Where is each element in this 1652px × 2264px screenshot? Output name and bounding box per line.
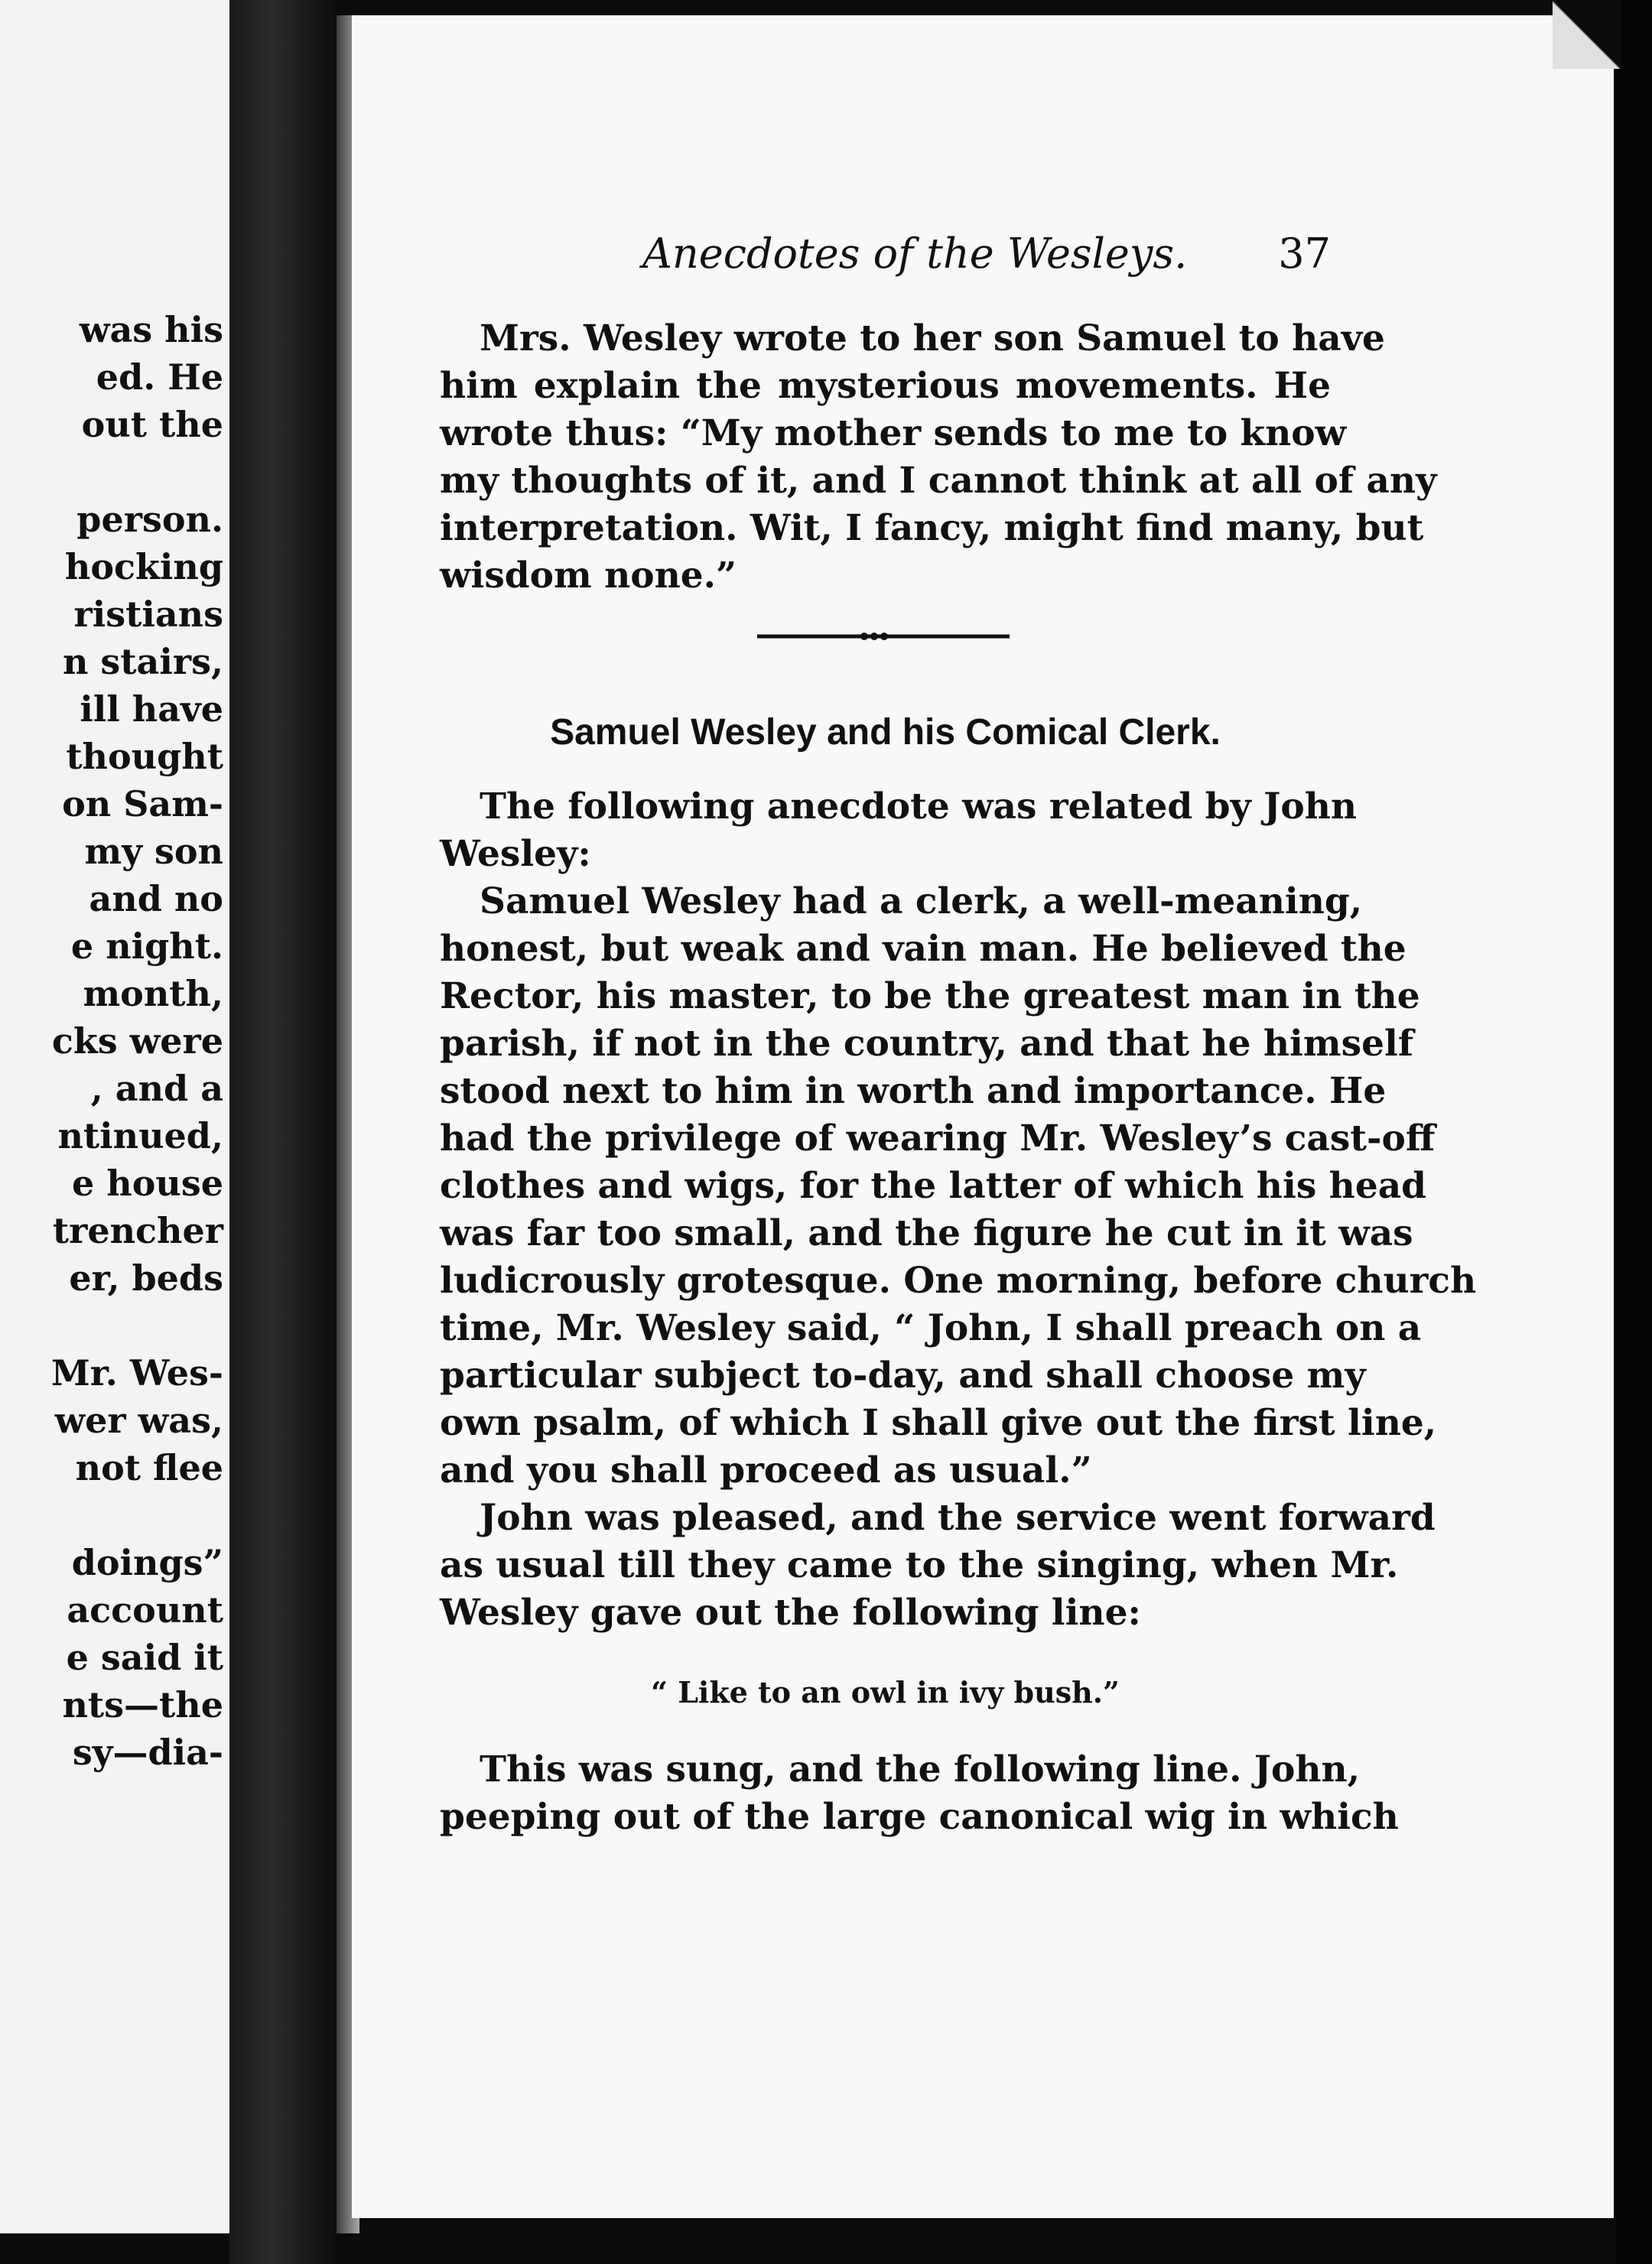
previous-page-line: out the <box>81 404 223 445</box>
text-line: was far too small, and the figure he cut in it was <box>440 1212 1413 1254</box>
text-line: as usual till they came to the singing, when Mr. <box>440 1544 1399 1586</box>
text-line: Rector, his master, to be the greatest man in the <box>440 975 1420 1017</box>
previous-page <box>0 0 229 2233</box>
previous-page-line: n stairs, <box>62 641 223 682</box>
previous-page-line: ed. He <box>96 356 223 398</box>
previous-page-line: nts—the <box>62 1684 223 1726</box>
previous-page-line: thought <box>66 736 223 777</box>
previous-page-line: was his <box>79 309 223 350</box>
running-title: Anecdotes of the Wesleys. <box>642 229 1188 278</box>
previous-page-line: doings” <box>71 1542 223 1583</box>
text-line: John was pleased, and the service went forward <box>480 1497 1436 1539</box>
previous-page-line: hocking <box>64 546 223 587</box>
previous-page-line: er, beds <box>69 1257 223 1299</box>
paragraph-1 <box>440 315 1437 600</box>
previous-page-line: e house <box>71 1163 223 1204</box>
section-heading: Samuel Wesley and his Comical Clerk. <box>550 712 1221 753</box>
previous-page-line: e night. <box>70 925 223 967</box>
previous-page-line <box>51 448 223 496</box>
text-line: Samuel Wesley had a clerk, a well-meaning, <box>480 880 1363 922</box>
previous-page-line: trencher <box>52 1210 223 1251</box>
previous-page-line: on Sam- <box>62 783 223 825</box>
text-line: The following anecdote was related by John <box>480 786 1358 828</box>
previous-page-line <box>51 1302 223 1349</box>
text-line: wisdom none.” <box>440 555 737 597</box>
text-line: my thoughts of it, and I cannot think at all of any <box>440 460 1437 502</box>
closing-text <box>440 1746 1399 1841</box>
text-line: Mrs. Wesley wrote to her son Samuel to have <box>480 317 1385 359</box>
previous-page-line: cks were <box>51 1020 223 1062</box>
section-divider-ornament <box>757 627 1010 646</box>
previous-page-line: sy—dia- <box>72 1732 223 1773</box>
previous-page-line: ntinued, <box>57 1115 223 1156</box>
text-line: This was sung, and the following line. John, <box>480 1748 1361 1791</box>
previous-page-line: ristians <box>73 594 223 635</box>
previous-page-line: month, <box>83 973 223 1014</box>
previous-page-line: , and a <box>90 1068 223 1109</box>
text-line: Wesley gave out the following line: <box>440 1592 1141 1634</box>
body-text <box>440 783 1477 1637</box>
text-line: him explain the mysterious movements. He <box>440 365 1331 407</box>
text-line: wrote thus: “My mother sends to me to know <box>440 412 1347 454</box>
previous-page-line: wer was, <box>54 1400 223 1441</box>
previous-page-line: e said it <box>66 1637 223 1678</box>
previous-page-line: not flee <box>75 1447 223 1488</box>
text-line: and you shall proceed as usual.” <box>440 1449 1092 1491</box>
book-gutter <box>229 0 337 2264</box>
previous-page-line: ill have <box>80 688 223 730</box>
text-line: clothes and wigs, for the latter of which his head <box>440 1165 1427 1207</box>
text-line: had the privilege of wearing Mr. Wesley’s cast-off <box>440 1117 1436 1160</box>
text-line: parish, if not in the country, and that he himself <box>440 1023 1414 1065</box>
page-corner <box>1553 0 1621 69</box>
text-line: particular subject to-day, and shall choose my <box>440 1355 1366 1397</box>
text-line: Wesley: <box>440 833 591 875</box>
text-line: ludicrously grotesque. One morning, before church <box>440 1260 1477 1302</box>
text-line: peeping out of the large canonical wig in which <box>440 1796 1399 1838</box>
previous-page-text <box>51 306 223 1776</box>
page-edge <box>1615 0 1652 2264</box>
previous-page-line: my son <box>84 831 223 872</box>
text-line: stood next to him in worth and importance. He <box>440 1070 1387 1112</box>
previous-page-line: account <box>67 1589 223 1631</box>
page-number: 37 <box>1278 229 1331 278</box>
previous-page-line: person. <box>76 499 223 540</box>
text-line: own psalm, of which I shall give out the first line, <box>440 1402 1437 1444</box>
text-line: time, Mr. Wesley said, “ John, I shall preach on a <box>440 1307 1422 1349</box>
page-header <box>642 229 1331 291</box>
previous-page-line: Mr. Wes- <box>50 1352 223 1394</box>
previous-page-line <box>51 1491 223 1539</box>
quoted-verse: “ Like to an owl in ivy bush.” <box>651 1675 1120 1709</box>
text-line: interpretation. Wit, I fancy, might find many, but <box>440 507 1424 549</box>
text-line: honest, but weak and vain man. He believed the <box>440 928 1406 970</box>
previous-page-line: and no <box>89 878 223 919</box>
